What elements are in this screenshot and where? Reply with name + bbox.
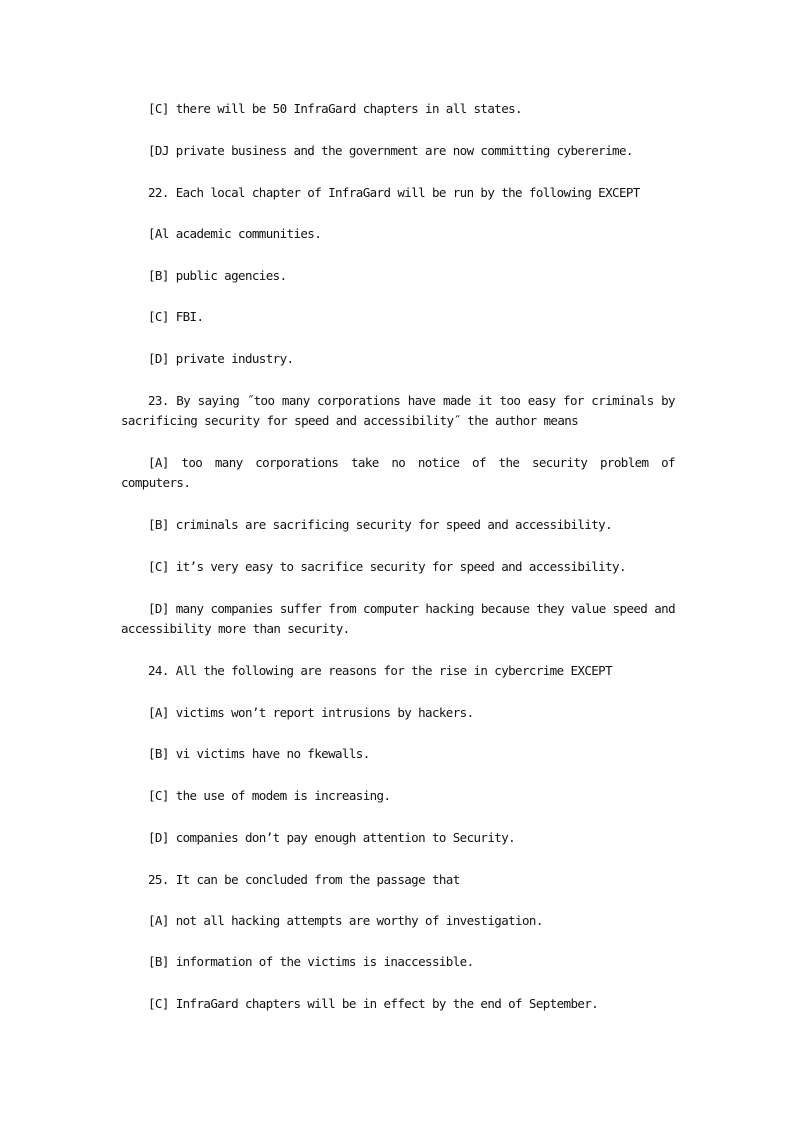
option-d-q23: [D] many companies suffer from computer hacking because they value speed and accessibility more than security. [121, 601, 675, 636]
option-a-q24: [A] victims won’t report intrusions by hackers. [148, 705, 474, 720]
option-b-q24: [B] vi victims have no fkewalls. [148, 746, 370, 761]
option-c-q24: [C] the use of modem is increasing. [148, 788, 391, 803]
option-b-q25: [B] information of the victims is inaccessible. [148, 954, 474, 969]
option-b-q23: [B] criminals are sacrificing security for speed and accessibility. [148, 517, 613, 532]
question-23: 23. By saying ˝too many corporations have made it too easy for criminals by sacrificing security for speed and accessibility˝ the author means [121, 393, 675, 428]
option-c-q21: [C] there will be 50 InfraGard chapters in all states. [148, 101, 522, 116]
option-a-q25: [A] not all hacking attempts are worthy of investigation. [148, 913, 543, 928]
option-c-q22: [C] FBI. [148, 309, 204, 324]
option-b-q22: [B] public agencies. [148, 268, 287, 283]
option-d-q21: [DJ private business and the government are now committing cybererime. [148, 143, 633, 158]
option-c-q23: [C] it’s very easy to sacrifice security for speed and accessibility. [148, 559, 626, 574]
option-d-q22: [D] private industry. [148, 351, 294, 366]
option-d-q24: [D] companies don’t pay enough attention to Security. [148, 830, 516, 845]
option-a-q23: [A] too many corporations take no notice of the security problem of computers. [121, 455, 675, 490]
question-22: 22. Each local chapter of InfraGard will be run by the following EXCEPT [148, 185, 640, 200]
option-c-q25: [C] InfraGard chapters will be in effect by the end of September. [148, 996, 599, 1011]
option-a-q22: [Al academic communities. [148, 226, 322, 241]
question-25: 25. It can be concluded from the passage that [148, 872, 460, 887]
question-24: 24. All the following are reasons for the rise in cybercrime EXCEPT [148, 663, 613, 678]
